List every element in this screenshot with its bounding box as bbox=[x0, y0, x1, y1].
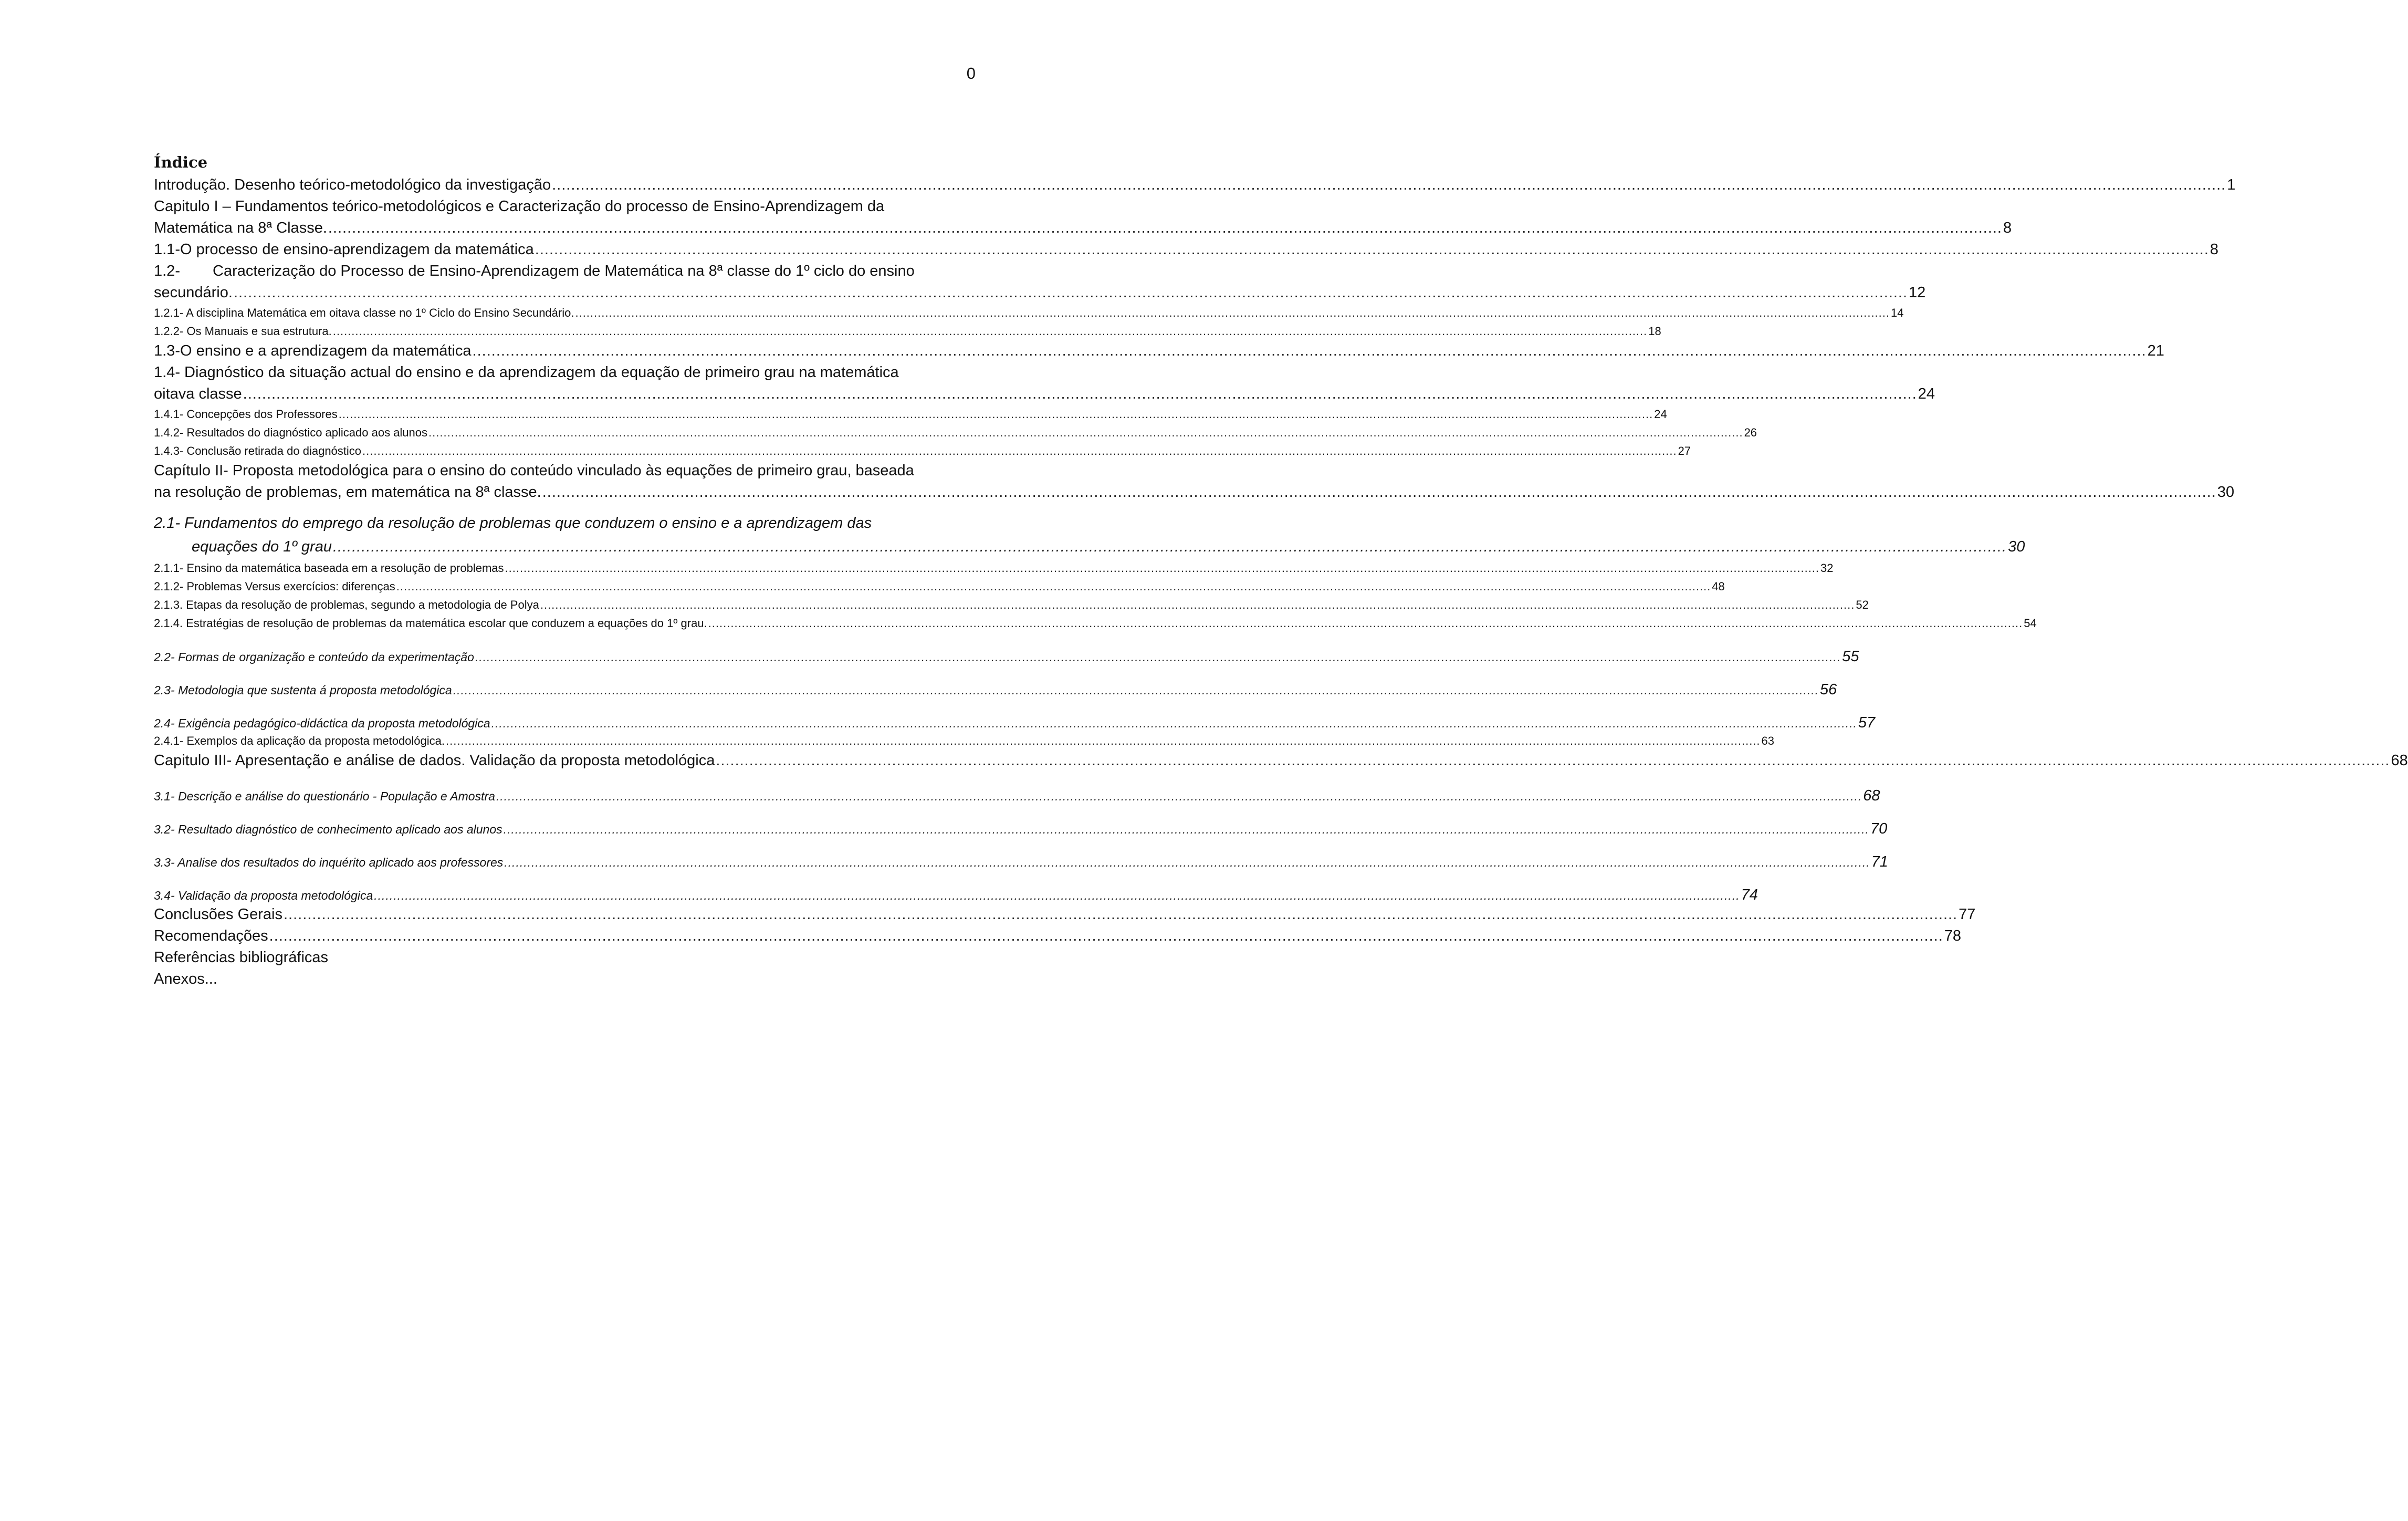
toc-entry-1-2-1[interactable]: 1.2.1- A disciplina Matemática em oitava classe no 1º Ciclo do Ensino Secundário. ..... 14 bbox=[154, 304, 973, 322]
toc-entry-recommendations[interactable]: Recomendações ..... 78 bbox=[154, 925, 973, 947]
toc-entry-1-1[interactable]: 1.1- O processo de ensino-aprendizagem da matemática ..... 8 bbox=[154, 239, 973, 261]
toc-entry-annexes[interactable]: Anexos... bbox=[154, 971, 217, 987]
toc-entry-1-4[interactable]: 1.4- Diagnóstico da situação actual do ensino e da aprendizagem da equação de primeiro grau na matemática bbox=[154, 364, 899, 381]
toc-entry-2-3[interactable]: 2.3- Metodologia que sustenta á proposta metodológica ..... 56 bbox=[154, 681, 973, 699]
toc-entry-2-4[interactable]: 2.4- Exigência pedagógico-didáctica da proposta metodológica ..... 57 bbox=[154, 714, 973, 732]
toc-entry-1-4-2[interactable]: 1.4.2- Resultados do diagnóstico aplicado aos alunos ..... 26 bbox=[154, 423, 973, 442]
toc-entry-1-4-3[interactable]: 1.4.3- Conclusão retirada do diagnóstico ..... 27 bbox=[154, 442, 973, 460]
toc-entry-2-1-4[interactable]: 2.1.4. Estratégias de resolução de problemas da matemática escolar que conduzem a equações do 1º grau. ..... 54 bbox=[154, 614, 973, 632]
toc-entry-2-1-1[interactable]: 2.1.1- Ensino da matemática baseada em a resolução de problemas ..... 32 bbox=[154, 559, 973, 577]
toc-entry-3-4[interactable]: 3.4- Validação da proposta metodológica ..... 74 bbox=[154, 887, 973, 904]
page-number: 0 bbox=[966, 64, 976, 82]
toc-entry-chapter-1-line2[interactable]: Matemática na 8ª Classe. ..... 8 bbox=[154, 217, 973, 239]
toc-entry-2-1[interactable]: 2.1- Fundamentos do emprego da resolução de problemas que conduzem o ensino e a aprendizagem das equações do 1º grau ..... 30 bbox=[154, 512, 973, 559]
toc-entry-1-4-1[interactable]: 1.4.1- Concepções dos Professores ..... 24 bbox=[154, 405, 973, 423]
toc-entry-2-1-3[interactable]: 2.1.3. Etapas da resolução de problemas, segundo a metodologia de Polya ..... 52 bbox=[154, 596, 973, 614]
toc-entry-2-4-1[interactable]: 2.4.1- Exemplos da aplicação da proposta metodológica. ..... 63 bbox=[154, 732, 973, 750]
toc-entry-conclusions[interactable]: Conclusões Gerais ..... 77 bbox=[154, 904, 973, 925]
table-of-contents bbox=[154, 153, 2408, 990]
toc-entry-1-3[interactable]: 1.3- O ensino e a aprendizagem da matemática ..... 21 bbox=[154, 340, 973, 362]
toc-entry-1-2-line2[interactable]: secundário. ..... 12 bbox=[154, 282, 973, 304]
toc-entry-chapter-3[interactable]: Capitulo III- Apresentação e análise de dados. Validação da proposta metodológica ..... 68 bbox=[154, 750, 973, 772]
toc-entry-3-1[interactable]: 3.1- Descrição e análise do questionário - População e Amostra ..... 68 bbox=[154, 787, 973, 805]
toc-entry-references[interactable]: Referências bibliográficas bbox=[154, 949, 329, 966]
toc-entry-chapter-2[interactable]: Capítulo II- Proposta metodológica para o ensino do conteúdo vinculado às equações de primeiro grau, baseada bbox=[154, 462, 914, 479]
toc-entry-2-2[interactable]: 2.2- Formas de organização e conteúdo da experimentação ..... 55 bbox=[154, 648, 973, 665]
toc-entry-1-2[interactable]: 1.2- Caracterização do Processo de Ensino-Aprendizagem de Matemática na 8ª classe do 1º ciclo do ensino bbox=[154, 263, 915, 279]
toc-entry-3-2[interactable]: 3.2- Resultado diagnóstico de conhecimento aplicado aos alunos ..... 70 bbox=[154, 820, 973, 838]
toc-entry-1-4-line2[interactable]: oitava classe ..... 24 bbox=[154, 383, 973, 405]
toc-entry-2-1-2[interactable]: 2.1.2- Problemas Versus exercícios: diferenças ..... 48 bbox=[154, 577, 973, 596]
toc-entry-chapter-1[interactable]: Capitulo I – Fundamentos teórico-metodológicos e Caracterização do processo de Ensino-Aprendizagem da bbox=[154, 198, 885, 215]
toc-entry-chapter-2-line2[interactable]: na resolução de problemas, em matemática na 8ª classe. ..... 30 bbox=[154, 482, 973, 503]
toc-entry-introduction[interactable]: Introdução. Desenho teórico-metodológico da investigação ..... 1 bbox=[154, 174, 973, 196]
toc-entry-3-3[interactable]: 3.3- Analise dos resultados do inquérito aplicado aos professores ..... 71 bbox=[154, 853, 973, 871]
toc-title: Índice bbox=[154, 153, 208, 171]
toc-entry-1-2-2[interactable]: 1.2.2- Os Manuais e sua estrutura. ..... 18 bbox=[154, 322, 973, 340]
